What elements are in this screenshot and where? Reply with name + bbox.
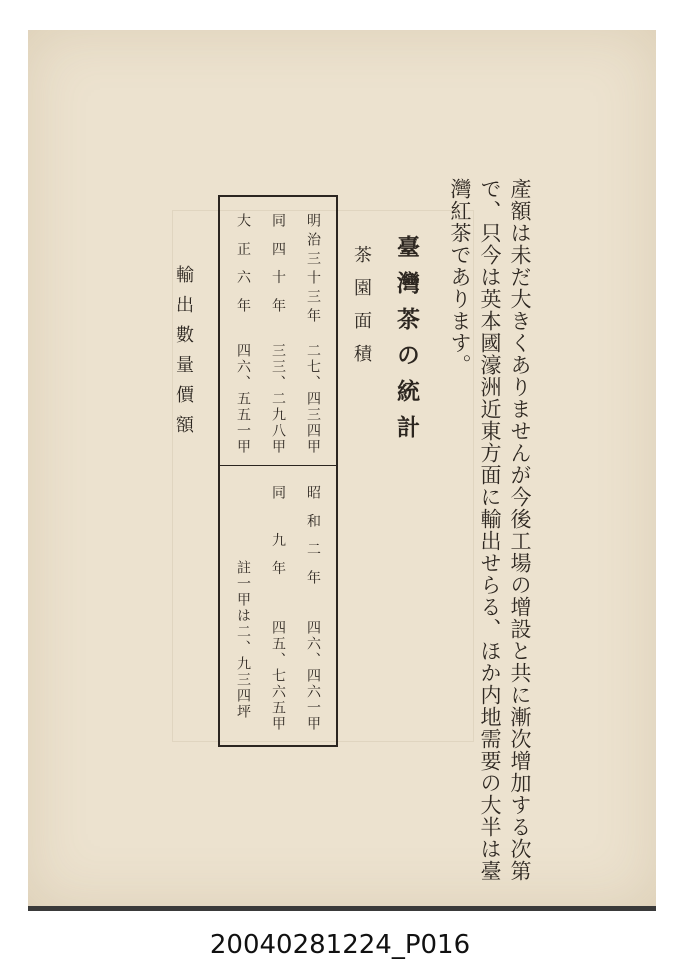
page-id-caption: 20040281224_P016 — [209, 930, 471, 960]
paragraph-line-3: 灣紅茶であります。 — [448, 178, 472, 376]
table-row-era: 大 正 六 年 — [235, 213, 251, 318]
table-row-value: 三三、二九八甲 — [270, 343, 286, 455]
next-section-label: 輸出數量價額 — [173, 265, 194, 445]
page-bottom-edge — [28, 906, 656, 911]
section-title: 臺灣茶の統計 — [393, 235, 420, 451]
table-row-era: 同 四 十 年 — [270, 213, 286, 318]
table-row-value: 二七、四三四甲 — [305, 343, 321, 455]
table-row-value: 四五、七六五甲 — [270, 620, 286, 732]
table-row-value: 四六、五五一甲 — [235, 343, 251, 455]
table-divider — [218, 465, 336, 466]
table-row-era: 明治三十三年 — [305, 213, 321, 327]
table-row-era: 同 九 年 — [270, 485, 286, 580]
paragraph-line-1: 產額は未だ大きくありませんが今後工場の增設と共に漸次增加する次第 — [508, 178, 532, 882]
table-row-value: 四六、四六一甲 — [305, 620, 321, 732]
table-row-era: 昭 和 二 年 — [305, 485, 321, 590]
section-subtitle: 茶園面積 — [351, 245, 372, 377]
table-note: 註一甲は二、九三四坪 — [235, 560, 251, 720]
paragraph-line-2: で、只今は英本國濠洲近東方面に輸出せらる、ほか内地需要の大半は臺 — [478, 178, 502, 882]
